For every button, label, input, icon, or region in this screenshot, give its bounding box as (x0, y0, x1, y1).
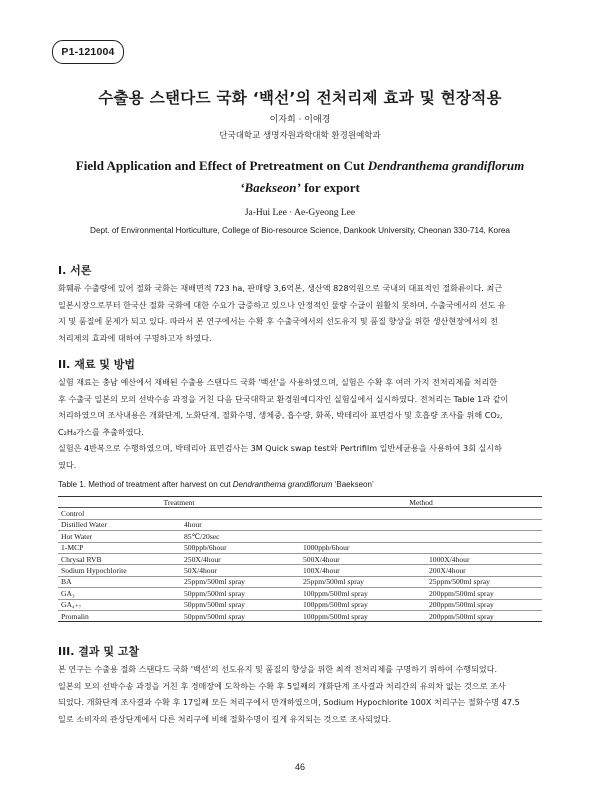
english-affiliation: Dept. of Environmental Horticulture, College of Bio-resource Science, Dankook University, Cheonan 330-714, Korea (90, 226, 510, 235)
table-cell: 25ppm/500ml spray (303, 577, 364, 587)
table-cell: 250X/4hour (184, 554, 221, 564)
table-body (58, 508, 542, 622)
table-cell: 200ppm/500ml spray (429, 588, 494, 598)
table-caption-suffix: ‘Baekseon’ (332, 480, 374, 489)
section-heading-results: III. 결과 및 고찰 (58, 645, 140, 658)
table-cell: 50ppm/500ml spray (184, 588, 245, 598)
table-cell: 25ppm/500ml spray (429, 577, 490, 587)
table-cell: 85℃/20sec (184, 531, 220, 541)
table-row (58, 531, 542, 542)
table-cell: 200ppm/500ml spray (429, 611, 494, 621)
table-cell: 100ppm/500ml spray (303, 588, 368, 598)
treatment-method-table (58, 496, 542, 622)
paragraph-line: 지 및 품질에 문제가 되고 있다. 따라서 본 연구에서는 수확 후 수출국에서의 선도유지 및 품질 향상을 위한 생산현장에서의 전 (58, 316, 498, 327)
paragraph-line: 일본의 모의 선박수송 과정을 거친 후 경매장에 도착하는 수확 후 5일째의 개화단계 조사결과 처리간의 유의차 없는 것으로 조사 (58, 680, 506, 691)
table-cell: 100ppm/500ml spray (303, 611, 368, 621)
table-row (58, 542, 542, 553)
table-row (58, 553, 542, 564)
table-cell: 50X/4hour (184, 566, 217, 576)
paragraph-line: 였다. (58, 459, 77, 470)
english-title-species: Dendranthema grandiflorum (367, 158, 525, 173)
table-cell: 1000ppb/6hour (303, 543, 350, 553)
english-title-line-2 (0, 180, 600, 196)
table-cell (300, 531, 426, 542)
table-cell: Sodium Hypochlorite (61, 566, 127, 576)
paragraph-line: 일로 소비자의 관상단계에서 다른 처리구에 비해 절화수명이 길게 유지되는 것으로 조사되었다. (58, 713, 392, 724)
paragraph-line: 되었다. 개화단계 조사결과 수확 후 17일째 모든 처리구에서 만개하였으며, Sodium Hypochlorite 100X 처리구는 절화수명 47.5 (58, 697, 520, 708)
table-cell (426, 508, 542, 519)
paragraph-line: 처리하였으며 조사내용은 개화단계, 노화단계, 절화수명, 생체중, 흡수량, 화폭, 박테리아 표면검사 및 호흡량 조사를 위해 CO₂, (58, 410, 503, 421)
paragraph-line: 본 연구는 수출용 절화 스탠다드 국화 '백선'의 선도유지 및 품질의 향상을 위한 최적 전처리제를 구명하기 위하여 수행되었다. (58, 664, 498, 674)
table-cell (300, 508, 426, 519)
table-cell: 200ppm/500ml spray (429, 600, 494, 610)
table-cell: 100X/4hour (303, 566, 340, 576)
table-cell (426, 519, 542, 530)
table-row (58, 610, 542, 621)
table-cell: Chrysal RVB (61, 554, 102, 564)
paragraph-line: 후 수출국 일본의 모의 선박수송 과정을 거친 다음 단국대학교 환경원예디자인 실험실에서 실시하였다. 전처리는 Table 1과 같이 (58, 393, 509, 404)
table-cell: GA₄₊₇ (61, 600, 82, 610)
table-cell: GA₃ (61, 588, 75, 598)
paragraph-line: 일본시장으로부터 한국산 절화 국화에 대한 수요가 급증하고 있으나 안정적인 물량 수급이 원활치 못하며, 수출국에서의 선도 유 (58, 299, 506, 310)
table-cell: 200X/4hour (429, 566, 466, 576)
table-cell: Promalin (61, 611, 89, 621)
table-cell (426, 531, 542, 542)
table-cell: 50ppm/500ml spray (184, 600, 245, 610)
english-title-rest: for export (300, 180, 360, 195)
paragraph-line: 화훼류 수출량에 있어 절화 국화는 재배면적 723 ha, 판매량 3,6억본, 생산액 828억원으로 국내의 대표적인 절화류이다. 최근 (58, 283, 503, 293)
page-number: 46 (294, 762, 305, 772)
paragraph-line: 실험 재료는 충남 예산에서 재배된 수출용 스탠다드 국화 '백선'을 사용하였으며, 실험은 수확 후 여러 가지 전처리제를 처리한 (58, 377, 498, 387)
table-caption-prefix: Table 1. Method of treatment after harvest on cut (58, 480, 233, 489)
methods-paragraph-1 (58, 374, 544, 440)
table-cell: Distilled Water (61, 520, 107, 530)
paragraph-line: C₂H₄가스를 추출하였다. (58, 426, 144, 437)
table-row (58, 576, 542, 587)
results-paragraph (58, 661, 544, 727)
table-cell: 50ppm/500ml spray (184, 611, 245, 621)
table-cell (300, 519, 426, 530)
table-cell (181, 508, 300, 519)
table-header-treatment: Treatment (58, 497, 300, 508)
table-cell: 1000X/4hour (429, 554, 470, 564)
table-cell (426, 542, 542, 553)
table-header-row (58, 497, 542, 508)
methods-paragraph-2 (58, 440, 544, 473)
table-cell: BA (61, 577, 72, 587)
english-authors: Ja-Hui Lee · Ae-Gyeong Lee (244, 208, 356, 218)
table-row (58, 519, 542, 530)
english-title-text: Field Application and Effect of Pretreatment on Cut (75, 158, 368, 173)
table-cell: Hot Water (61, 531, 93, 541)
korean-authors: 이자희 · 이애경 (269, 115, 331, 125)
korean-affiliation: 단국대학교 생명자원과학대학 환경원예학과 (219, 131, 381, 141)
paper-id-badge: P1-121004 (52, 40, 124, 64)
table-caption-species: Dendranthema grandiflorum (232, 480, 333, 489)
table-row (58, 508, 542, 519)
paragraph-line: 실험은 4반복으로 수행하였으며, 박테리아 표면검사는 3M Quick swap test와 Pertrifilm 일반세균용을 사용하여 3회 실시하 (58, 443, 502, 453)
paragraph-line: 처리제의 효과에 대하여 구명하고자 하였다. (58, 332, 212, 343)
section-heading-introduction: I. 서론 (58, 264, 92, 277)
english-title-line-1 (0, 158, 600, 174)
korean-title: 수출용 스탠다드 국화 ‘백선’의 전처리제 효과 및 현장적용 (98, 89, 502, 107)
table-header-method: Method (300, 497, 542, 508)
table-caption (58, 480, 374, 489)
table-cell: 4hour (184, 520, 202, 530)
table-cell: 1-MCP (61, 543, 84, 553)
table-row (58, 588, 542, 599)
table-row (58, 599, 542, 610)
table-cell: Control (61, 509, 85, 519)
english-title-cultivar: ‘Baekseon’ (240, 180, 301, 195)
table-cell: 500ppb/6hour (184, 543, 227, 553)
table-cell: 25ppm/500ml spray (184, 577, 245, 587)
table-row (58, 565, 542, 576)
introduction-paragraph (58, 280, 544, 346)
table-cell: 500X/4hour (303, 554, 340, 564)
table-cell: 100ppm/500ml spray (303, 600, 368, 610)
section-heading-materials-methods: II. 재료 및 방법 (58, 358, 135, 371)
